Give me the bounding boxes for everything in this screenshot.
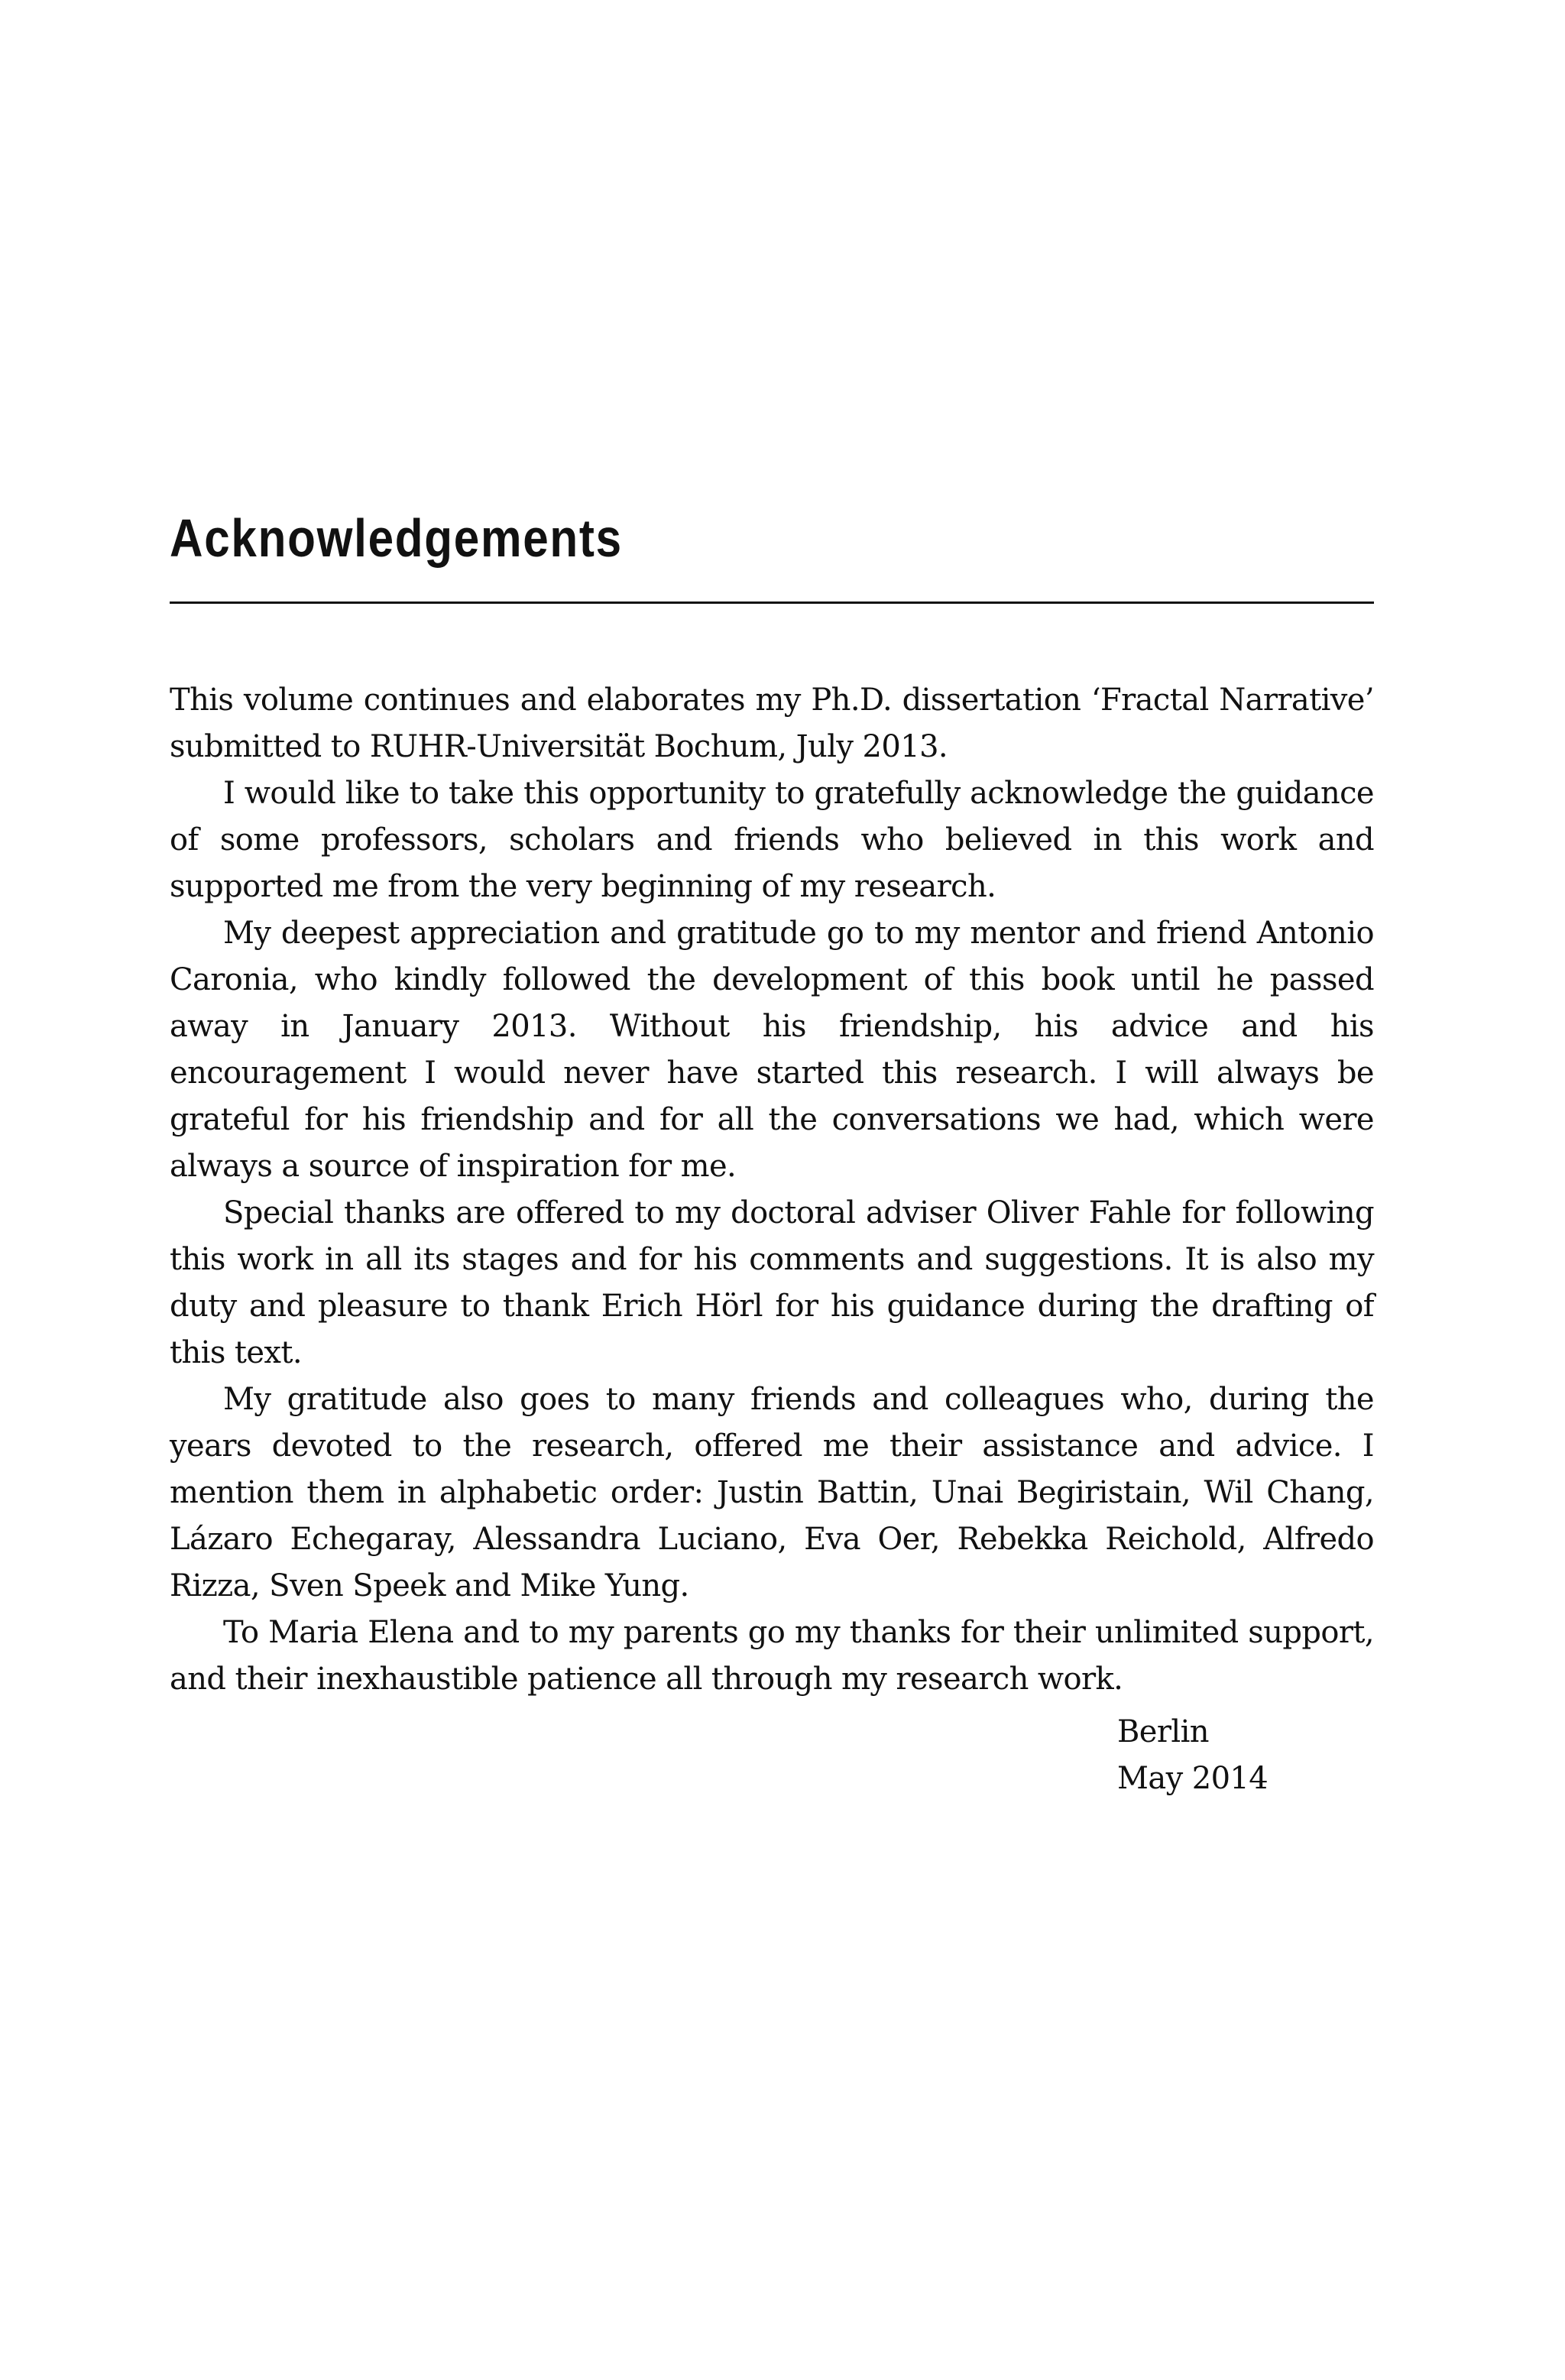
paragraph-dissertation: This volume continues and elaborates my Ph.D. dissertation ‘Fractal Narrative’ submitted to RUHR-Universität Bochum, July 2013. (170, 683, 1374, 764)
page-title: Acknowledgements (170, 508, 623, 568)
paragraph-family: To Maria Elena and to my parents go my thanks for their unlimited support, and their inexhaustible patience all through my research work. (170, 1615, 1374, 1697)
paragraph-colleagues: My gratitude also goes to many friends and colleagues who, during the years devoted to the research, offered me their assistance and advice. I mention them in alphabetic order: Justin Battin, Unai Begiristain, Wil Chang, Lázaro Echegaray, Alessandra Luciano, Eva Oer, Rebekka Reichold, Alfredo Rizza, Sven Speek and Mike Yung. (170, 1382, 1374, 1603)
signature-date: May 2014 (1117, 1761, 1269, 1796)
paragraph-adviser: Special thanks are offered to my doctoral adviser Oliver Fahle for following this work in all its stages and for his comments and suggestions. It is also my duty and pleasure to thank Erich Hörl for his guidance during the drafting of this text. (170, 1195, 1374, 1370)
title-divider (170, 601, 1374, 604)
paragraph-opportunity: I would like to take this opportunity to gratefully acknowledge the guidance of some professors, scholars and friends who believed in this work and supported me from the very beginning of my research. (170, 776, 1374, 904)
paragraph-mentor: My deepest appreciation and gratitude go to my mentor and friend Antonio Caronia, who kindly followed the development of this book until he passed away in January 2013. Without his friendship, his advice and his encouragement I would never have started this research. I will always be grateful for his friendship and for all the conversations we had, which were always a source of inspiration for me. (170, 916, 1374, 1184)
signature-place: Berlin (1117, 1714, 1209, 1749)
signature-block (1117, 1709, 1268, 1802)
acknowledgements-body (170, 677, 1374, 1703)
